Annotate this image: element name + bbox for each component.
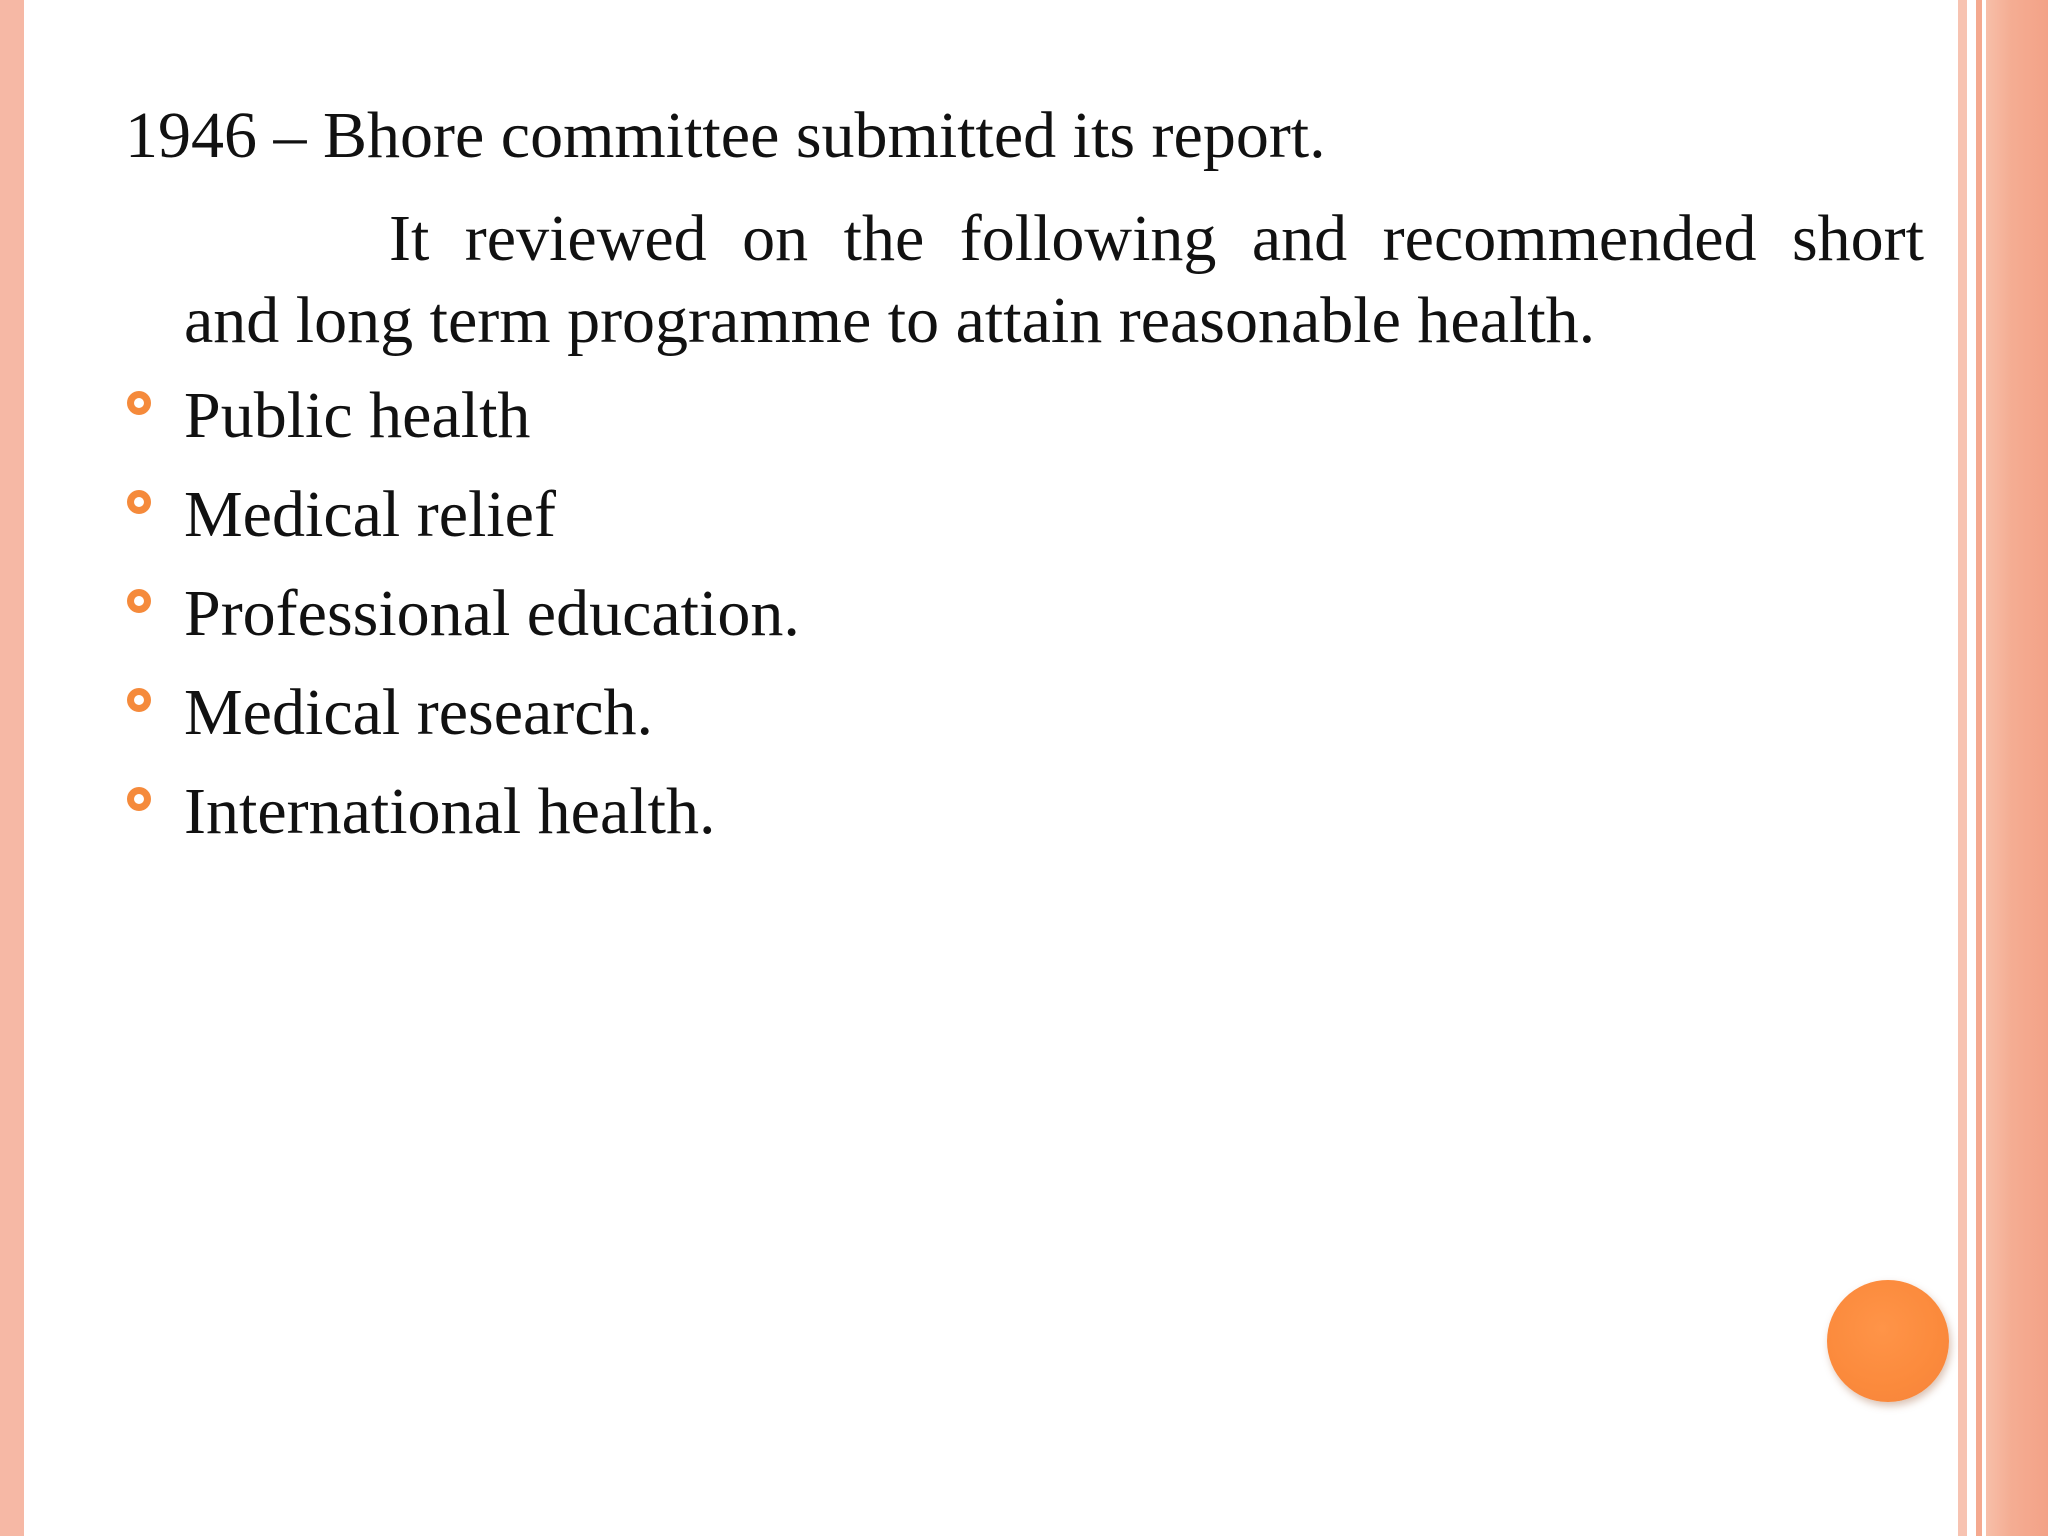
bullet-label: Medical research. bbox=[184, 676, 654, 749]
hollow-circle-icon bbox=[127, 787, 151, 811]
hollow-circle-icon bbox=[127, 490, 151, 514]
slide-heading: 1946 – Bhore committee submitted its report. bbox=[125, 99, 1326, 172]
paragraph-line-2: and long term programme to attain reasonable health. bbox=[184, 284, 1596, 357]
bullet-label: Medical relief bbox=[184, 478, 556, 551]
hollow-circle-icon bbox=[127, 589, 151, 613]
hollow-circle-icon bbox=[127, 688, 151, 712]
bullet-label: Professional education. bbox=[184, 577, 800, 650]
bullet-label: International health. bbox=[184, 775, 716, 848]
slide-paragraph bbox=[184, 198, 1924, 362]
hollow-circle-icon bbox=[127, 391, 151, 415]
bullet-label: Public health bbox=[184, 379, 531, 452]
paragraph-line-1: It reviewed on the following and recommended short bbox=[389, 202, 1924, 275]
filled-circle-icon bbox=[1827, 1280, 1949, 1402]
